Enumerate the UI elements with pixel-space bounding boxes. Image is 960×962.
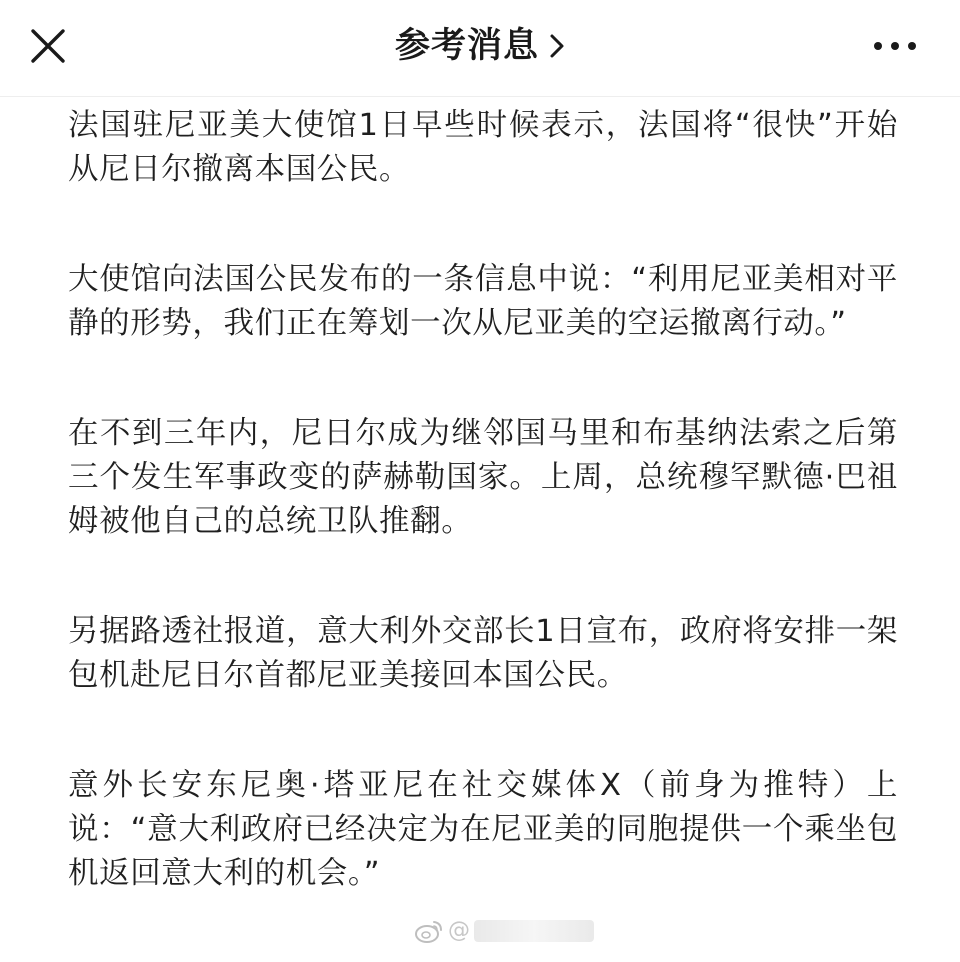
article-paragraph-1: 法国驻尼亚美大使馆1日早些时候表示，法国将“很快”开始从尼日尔撤离本国公民。 — [68, 108, 898, 187]
weibo-watermark — [414, 918, 594, 944]
weibo-icon — [414, 918, 444, 944]
watermark-handle-blurred — [474, 920, 594, 942]
article-body — [68, 104, 898, 962]
watermark-handle-prefix: @ — [448, 918, 470, 943]
article-paragraph-2: 大使馆向法国公民发布的一条信息中说：“利用尼亚美相对平静的形势，我们正在筹划一次从尼亚美的空运撤离行动。” — [68, 262, 898, 341]
article-paragraph-3: 在不到三年内，尼日尔成为继邻国马里和布基纳法索之后第三个发生军事政变的萨赫勒国家。上周，总统穆罕默德·巴祖姆被他自己的总统卫队推翻。 — [68, 416, 898, 539]
more-options-button[interactable] — [870, 36, 920, 56]
chevron-right-icon — [549, 32, 565, 60]
article-paragraph-4: 另据路透社报道，意大利外交部长1日宣布，政府将安排一架包机赴尼日尔首都尼亚美接回本国公民。 — [68, 614, 898, 693]
article-paragraph-5: 意外长安东尼奥·塔亚尼在社交媒体X（前身为推特）上说：“意大利政府已经决定为在尼亚美的同胞提供一个乘坐包机返回意大利的机会。” — [68, 768, 898, 891]
top-navigation-bar — [0, 0, 960, 97]
account-title-button[interactable] — [395, 22, 565, 70]
more-dots-icon — [870, 36, 920, 56]
page-title: 参考消息 — [394, 26, 539, 66]
